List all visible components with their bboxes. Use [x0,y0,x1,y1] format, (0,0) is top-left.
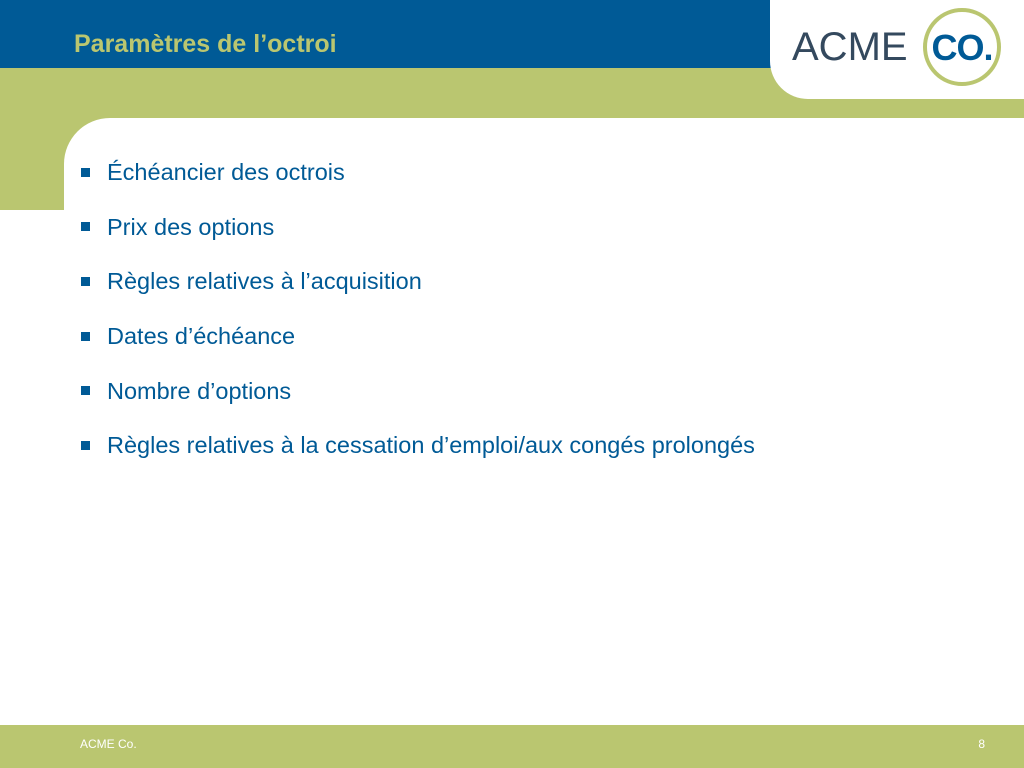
bullet-text: Règles relatives à l’acquisition [107,268,422,295]
square-bullet-icon [81,222,90,231]
square-bullet-icon [81,441,90,450]
bullet-text: Prix des options [107,213,275,240]
bullet-item [78,363,755,418]
acme-co-logo [792,6,1004,88]
logo-acme-text: ACME [792,25,908,69]
bullet-text: Nombre d’options [107,377,292,404]
slide-number: 8 [978,737,985,751]
bullet-text: Échéancier des octrois [107,159,345,186]
bullet-text: Dates d’échéance [107,323,296,350]
bullet-text: Règles relatives à la cessation d’emploi/aux congés prolongés [107,432,755,459]
bullet-item [78,418,755,473]
bullet-item [78,254,755,309]
footer-band [0,725,1024,768]
slide-title: Paramètres de l’octroi [74,30,337,58]
bullet-list [78,145,755,473]
square-bullet-icon [81,332,90,341]
bullet-item [78,200,755,255]
square-bullet-icon [81,168,90,177]
footer-company-name: ACME Co. [80,737,137,751]
bullet-item [78,309,755,364]
square-bullet-icon [81,386,90,395]
square-bullet-icon [81,277,90,286]
bullet-item [78,145,755,200]
logo-co-text: CO. [931,27,993,68]
